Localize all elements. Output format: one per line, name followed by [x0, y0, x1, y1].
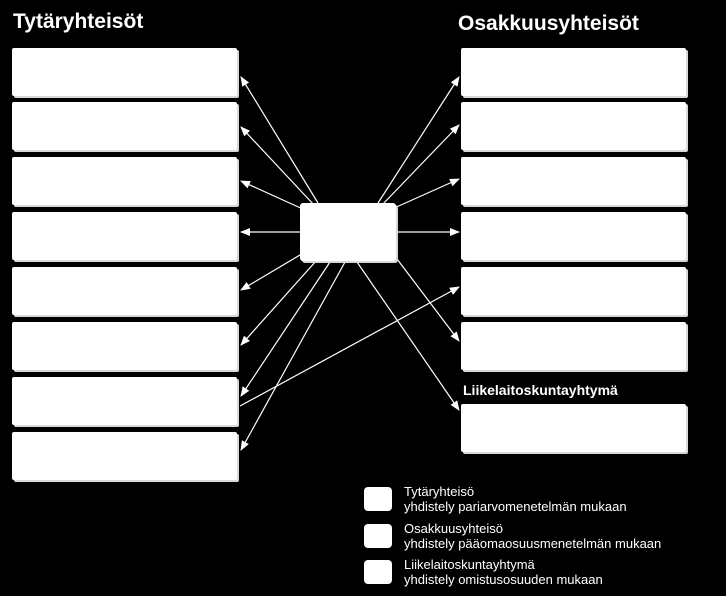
subsidiary-box-1	[12, 48, 237, 96]
legend-municipal-federation-text	[404, 557, 603, 587]
legend-subsidiary-description: yhdistely pariarvomenetelmän mukaan	[404, 499, 627, 514]
associate-box-1	[461, 48, 686, 96]
subsidiary-box-6	[12, 322, 237, 370]
arrow-to-subsidiary-6	[241, 261, 316, 345]
legend-municipal-federation-description: yhdistely omistusosuuden mukaan	[404, 572, 603, 587]
arrow-to-subsidiary-2	[241, 127, 314, 205]
legend-associate-swatch	[364, 524, 392, 548]
arrow-subsidiary-to-associate	[240, 287, 459, 406]
legend-subsidiary-swatch	[364, 487, 392, 511]
legend-associate-description: yhdistely pääomaosuusmenetelmän mukaan	[404, 536, 662, 551]
associates-heading: Osakkuusyhteisöt	[458, 12, 639, 35]
legend-municipal-federation-swatch	[364, 560, 392, 584]
associate-box-6	[461, 322, 686, 370]
legend-subsidiary-text	[404, 484, 627, 514]
legend-associate-title: Osakkuusyhteisö	[404, 521, 503, 536]
legend-municipal-federation-title: Liikelaitoskuntayhtymä	[404, 557, 535, 572]
arrow-to-subsidiary-8	[241, 262, 345, 450]
subsidiary-box-2	[12, 102, 237, 150]
municipal-federation-heading: Liikelaitoskuntayhtymä	[463, 382, 618, 398]
subsidiary-box-7	[12, 377, 237, 425]
subsidiary-box-5	[12, 267, 237, 315]
parent-entity-box	[300, 203, 396, 261]
arrow-to-municipal-federation	[357, 262, 459, 410]
associate-box-4	[461, 212, 686, 260]
associate-box-2	[461, 102, 686, 150]
subsidiary-box-8	[12, 432, 237, 480]
legend-subsidiary-title: Tytäryhteisö	[404, 484, 475, 499]
subsidiary-box-4	[12, 212, 237, 260]
arrow-to-associate-5	[394, 255, 459, 341]
associate-box-5	[461, 267, 686, 315]
subsidiary-box-3	[12, 157, 237, 205]
municipal-federation-box	[461, 404, 686, 452]
legend-associate-text	[404, 521, 661, 551]
associate-box-3	[461, 157, 686, 205]
subsidiaries-heading: Tytäryhteisöt	[13, 10, 144, 33]
